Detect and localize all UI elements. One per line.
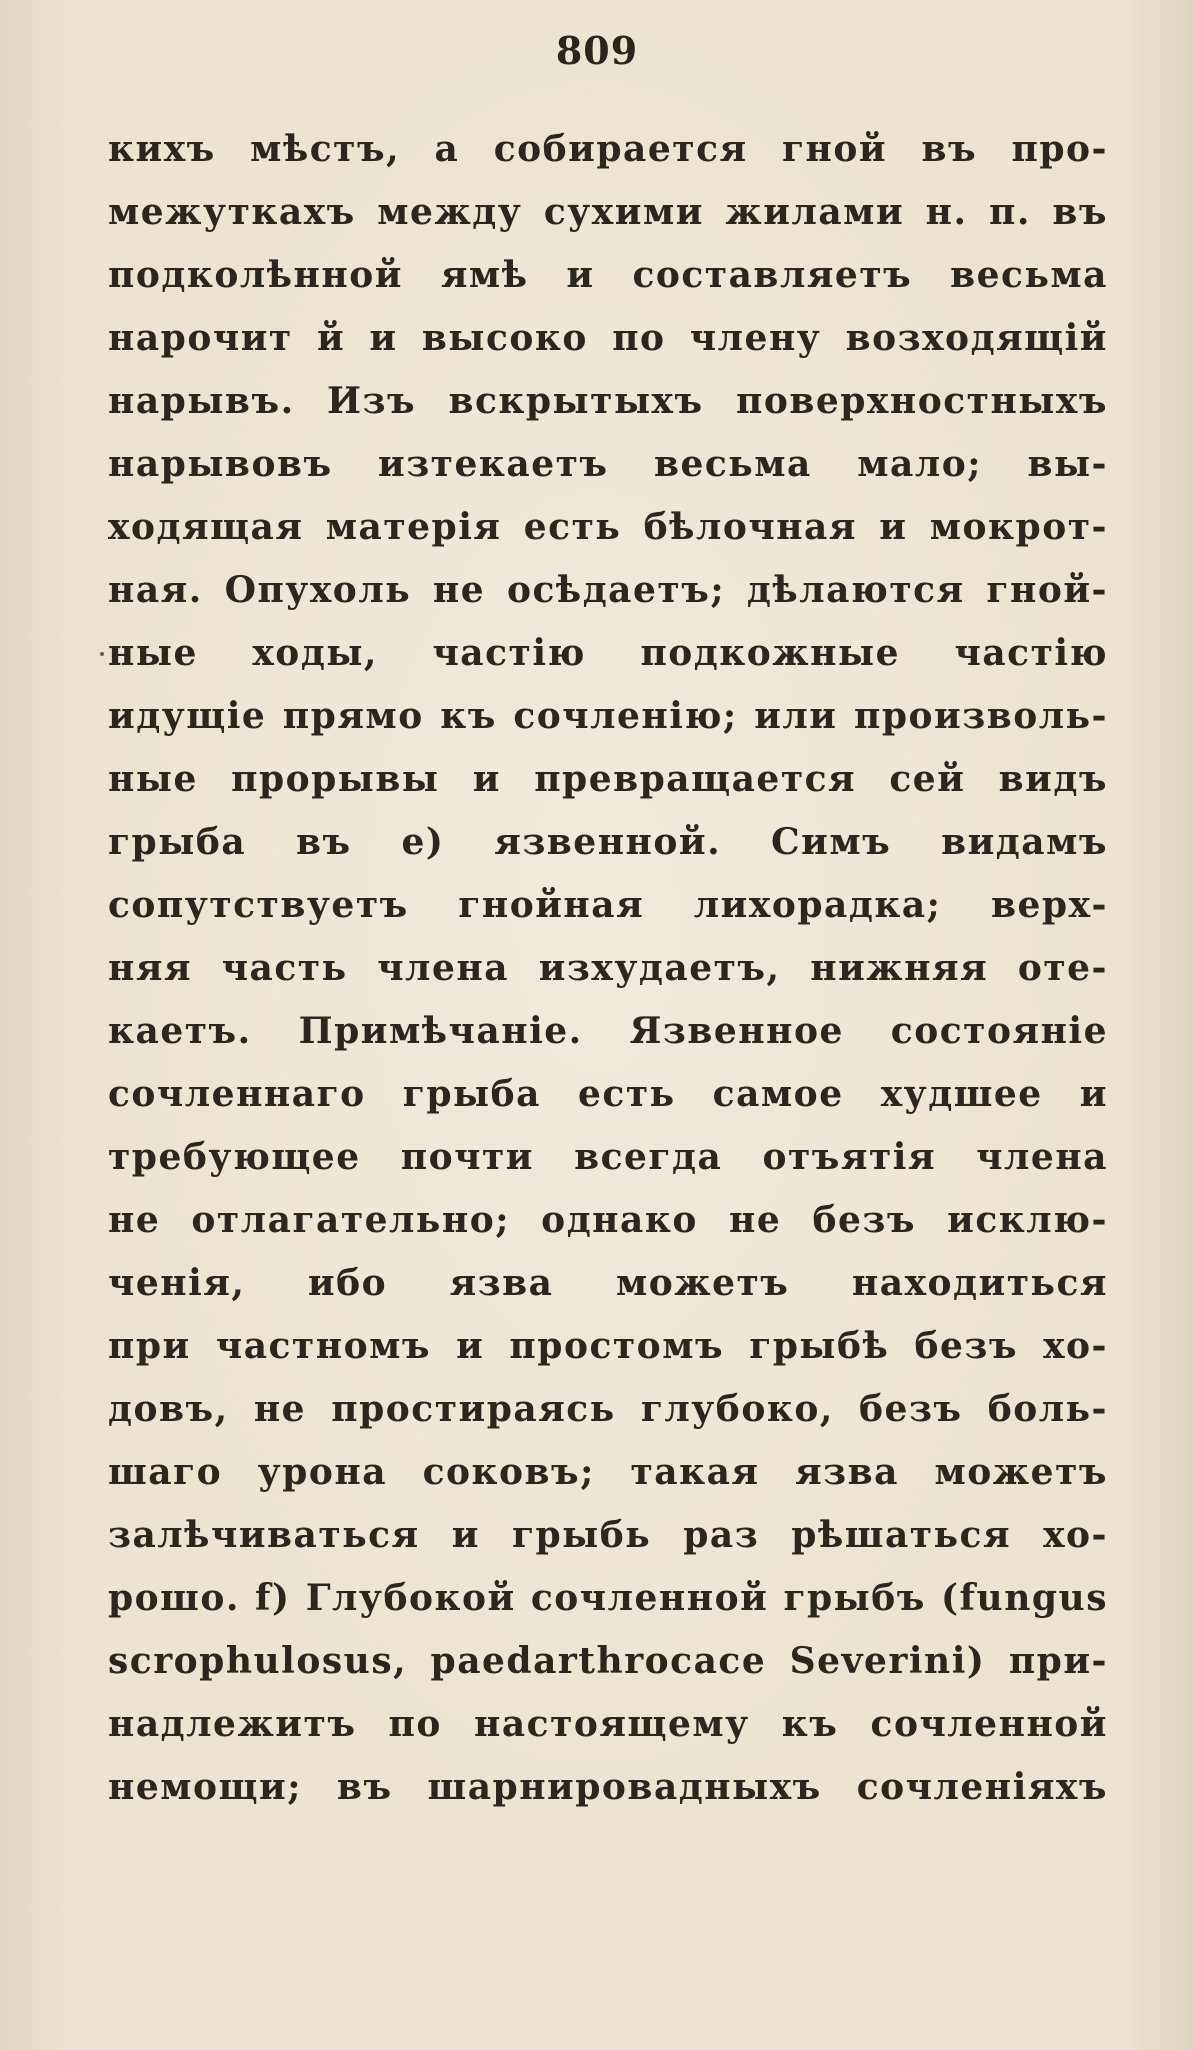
text-line: идущіе прямо къ сочленію; или произволь-: [108, 695, 1108, 737]
text-line: сочленнаго грыба есть самое худшее и: [108, 1073, 1108, 1115]
text-line: немощи; въ шарнировадныхъ сочленіяхъ: [108, 1766, 1108, 1808]
text-line: надлежитъ по настоящему къ сочленной: [108, 1703, 1108, 1745]
text-line: рошо. f) Глубокой сочленной грыбъ (fungus: [108, 1577, 1108, 1619]
text-line: нарывовъ изтекаетъ весьма мало; вы-: [108, 443, 1108, 485]
text-line: при частномъ и простомъ грыбѣ безъ хо-: [108, 1325, 1108, 1367]
text-line: scrophulosus, paedarthrocace Severini) при-: [108, 1640, 1108, 1682]
text-line: сопутствуетъ гнойная лихорадка; верх-: [108, 884, 1108, 926]
text-line: ная. Опухоль не осѣдаетъ; дѣлаются гной-: [108, 569, 1108, 611]
body-text: [108, 118, 1108, 1819]
text-line: ходящая матерія есть бѣлочная и мокрот-: [108, 506, 1108, 548]
text-line: требующее почти всегда отъятія члена: [108, 1136, 1108, 1178]
text-line: нарывъ. Изъ вскрытыхъ поверхностныхъ: [108, 380, 1108, 422]
text-line: довъ, не простираясь глубоко, безъ боль-: [108, 1388, 1108, 1430]
text-line: ченія, ибо язва можетъ находиться: [108, 1262, 1108, 1304]
text-line: залѣчиваться и грыбь раз рѣшаться хо-: [108, 1514, 1108, 1556]
text-line: подколѣнной ямѣ и составляетъ весьма: [108, 254, 1108, 296]
text-line: не отлагательно; однако не безъ исклю-: [108, 1199, 1108, 1241]
text-line: грыба въ е) язвенной. Симъ видамъ: [108, 821, 1108, 863]
ink-speck: [100, 652, 104, 656]
text-line: няя часть члена изхудаетъ, нижняя оте-: [108, 947, 1108, 989]
page-number: 809: [555, 28, 639, 73]
text-line: ные прорывы и превращается сей видъ: [108, 758, 1108, 800]
text-line: ные ходы, частію подкожные частію: [108, 632, 1108, 674]
text-line: шаго урона соковъ; такая язва можетъ: [108, 1451, 1108, 1493]
text-line: нарочит й и высоко по члену возходящій: [108, 317, 1108, 359]
text-line: кихъ мѣстъ, а собирается гной въ про-: [108, 128, 1108, 170]
text-line: каетъ. Примѣчаніе. Язвенное состояніе: [108, 1010, 1108, 1052]
text-line: межуткахъ между сухими жилами н. п. въ: [108, 191, 1108, 233]
